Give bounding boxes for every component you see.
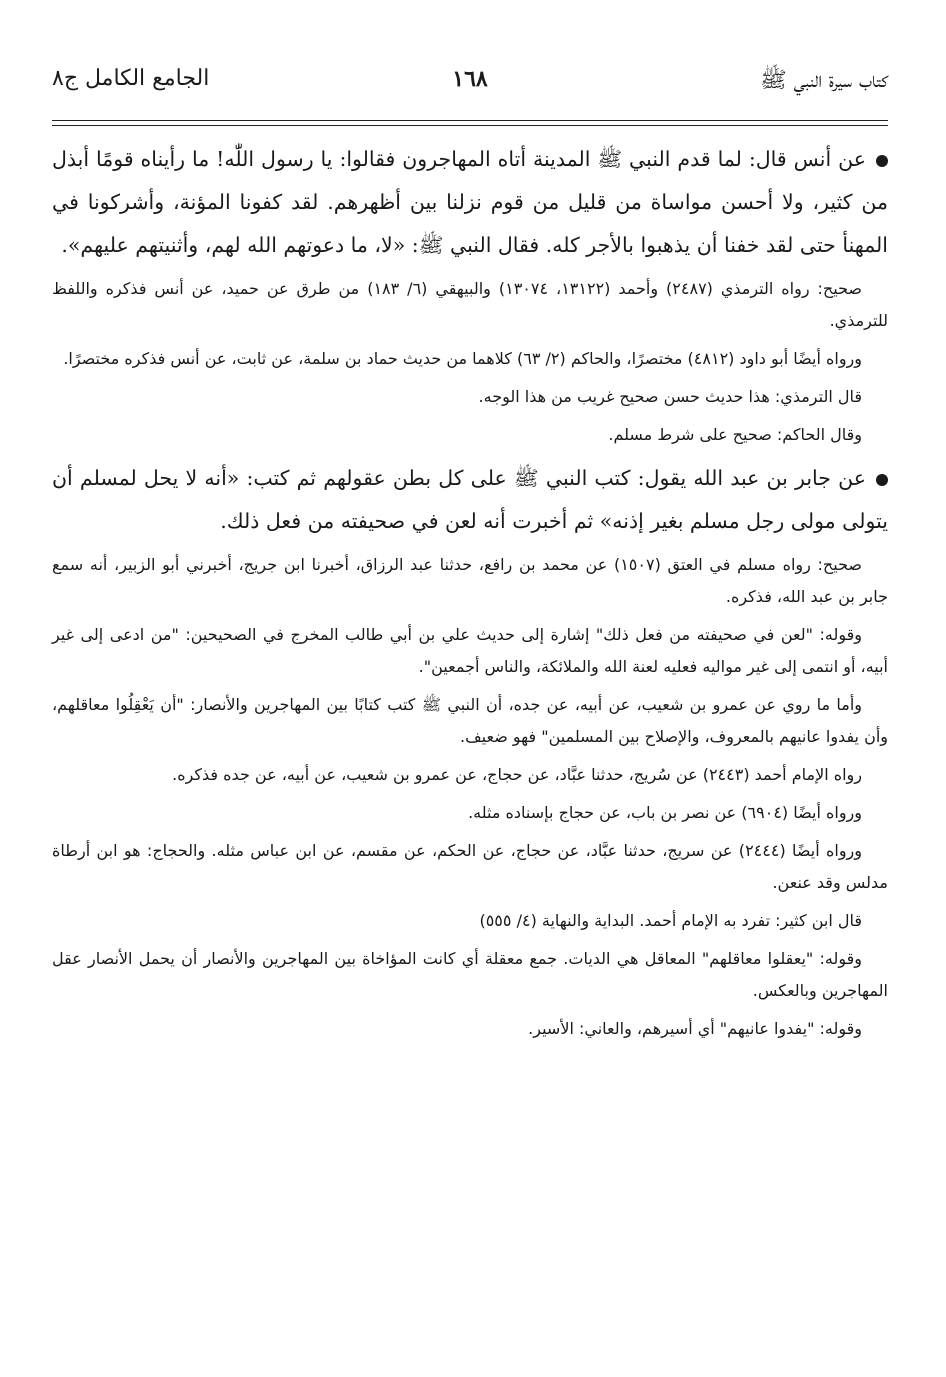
takhrij-note — [52, 689, 888, 753]
note-text: وأما ما روي عن عمرو بن شعيب، عن أبيه، عن جده، أن النبي ﷺ كتب كتابًا بين المهاجرين والأنصار: "أن يَعْقِلُوا معاقلهم، وأن يفدوا عانيهم بالمعروف، والإصلاح بين المسلمين" فهو ضعيف. — [52, 695, 888, 746]
takhrij-note — [52, 759, 888, 791]
takhrij-note — [52, 943, 888, 1007]
hadith-text: عن أنس قال: لما قدم النبي ﷺ المدينة أتاه المهاجرون فقالوا: يا رسول اللّٰه! ما رأيناه قومًا أبذل من كثير، ولا أحسن مواساة من قليل من قوم نزلنا بين أظهرهم. لقد كفونا المؤنة، وأشركونا في المهنأ حتى لقد خفنا أن يذهبوا بالأجر كله. فقال النبي ﷺ: «لا، ما دعوتهم الله لهم، وأثنيتهم عليهم». — [52, 147, 888, 257]
hadith-paragraph — [52, 138, 888, 267]
takhrij-note — [52, 1013, 888, 1045]
takhrij-note — [52, 835, 888, 899]
takhrij-note — [52, 797, 888, 829]
bullet-icon — [876, 155, 888, 167]
hadith-text: عن جابر بن عبد الله يقول: كتب النبي ﷺ على كل بطن عقولهم ثم كتب: «أنه لا يحل لمسلم أن يتولى مولى رجل مسلم بغير إذنه» ثم أخبرت أنه لعن في صحيفته من فعل ذلك. — [52, 466, 888, 533]
note-text: وقوله: "يفدوا عانيهم" أي أسيرهم، والعاني: الأسير. — [528, 1019, 862, 1038]
volume-label: الجامع الكامل ج٨ — [52, 66, 210, 91]
note-text: ورواه أيضًا (٦٩٠٤) عن نصر بن باب، عن حجاج بإسناده مثله. — [468, 803, 862, 822]
note-text: ورواه أيضًا أبو داود (٤٨١٢) مختصرًا، والحاكم (٢/ ٦٣) كلاهما من حديث حماد بن سلمة، عن ثابت، عن أنس فذكره مختصرًا. — [63, 349, 862, 368]
hadith-paragraph — [52, 457, 888, 543]
note-text: صحيح: رواه الترمذي (٢٤٨٧) وأحمد (١٣١٢٢، ١٣٠٧٤) والبيهقي (٦/ ١٨٣) من طرق عن حميد، عن أنس فذكره واللفظ للترمذي. — [52, 279, 888, 330]
header-rule — [52, 120, 888, 121]
page-content — [52, 138, 888, 1051]
running-header — [52, 58, 888, 104]
note-text: قال ابن كثير: تفرد به الإمام أحمد. البداية والنهاية (٤/ ٥٥٥) — [479, 911, 862, 930]
takhrij-note — [52, 343, 888, 375]
note-text: صحيح: رواه مسلم في العتق (١٥٠٧) عن محمد بن رافع، حدثنا عبد الرزاق، أخبرنا ابن جريج، أخبرني أبو الزبير، أنه سمع جابر بن عبد الله، فذكره. — [52, 555, 888, 606]
takhrij-note — [52, 273, 888, 337]
note-text: قال الترمذي: هذا حديث حسن صحيح غريب من هذا الوجه. — [478, 387, 862, 406]
note-text: وقوله: "يعقلوا معاقلهم" المعاقل هي الديات. جمع معقلة أي كانت المؤاخاة بين المهاجرين والأنصار أن يحمل الأنصار عقل المهاجرين وبالعكس. — [52, 949, 888, 1000]
note-text: وقوله: "لعن في صحيفته من فعل ذلك" إشارة إلى حديث علي بن أبي طالب المخرج في الصحيحين: "من ادعى إلى غير أبيه، أو انتمى إلى غير مواليه فعليه لعنة الله والملائكة، والناس أجمعين". — [52, 625, 888, 676]
takhrij-note — [52, 381, 888, 413]
book-title: كتاب سيرة النبي ﷺ — [760, 68, 888, 93]
takhrij-note — [52, 619, 888, 683]
note-text: ورواه أيضًا (٢٤٤٤) عن سريج، حدثنا عبَّاد، عن حجاج، عن الحكم، عن مقسم، عن ابن عباس مثله. والحجاج: هو ابن أرطاة مدلس وقد عنعن. — [52, 841, 888, 892]
takhrij-note — [52, 905, 888, 937]
bullet-icon — [876, 474, 888, 486]
takhrij-note — [52, 549, 888, 613]
takhrij-note — [52, 419, 888, 451]
header-rule-thin — [52, 125, 888, 126]
book-page — [52, 58, 888, 1357]
note-text: وقال الحاكم: صحيح على شرط مسلم. — [608, 425, 862, 444]
note-text: رواه الإمام أحمد (٢٤٤٣) عن سُريج، حدثنا عبَّاد، عن حجاج، عن عمرو بن شعيب، عن أبيه، عن جده فذكره. — [172, 765, 862, 784]
page-number: ١٦٨ — [452, 66, 488, 92]
